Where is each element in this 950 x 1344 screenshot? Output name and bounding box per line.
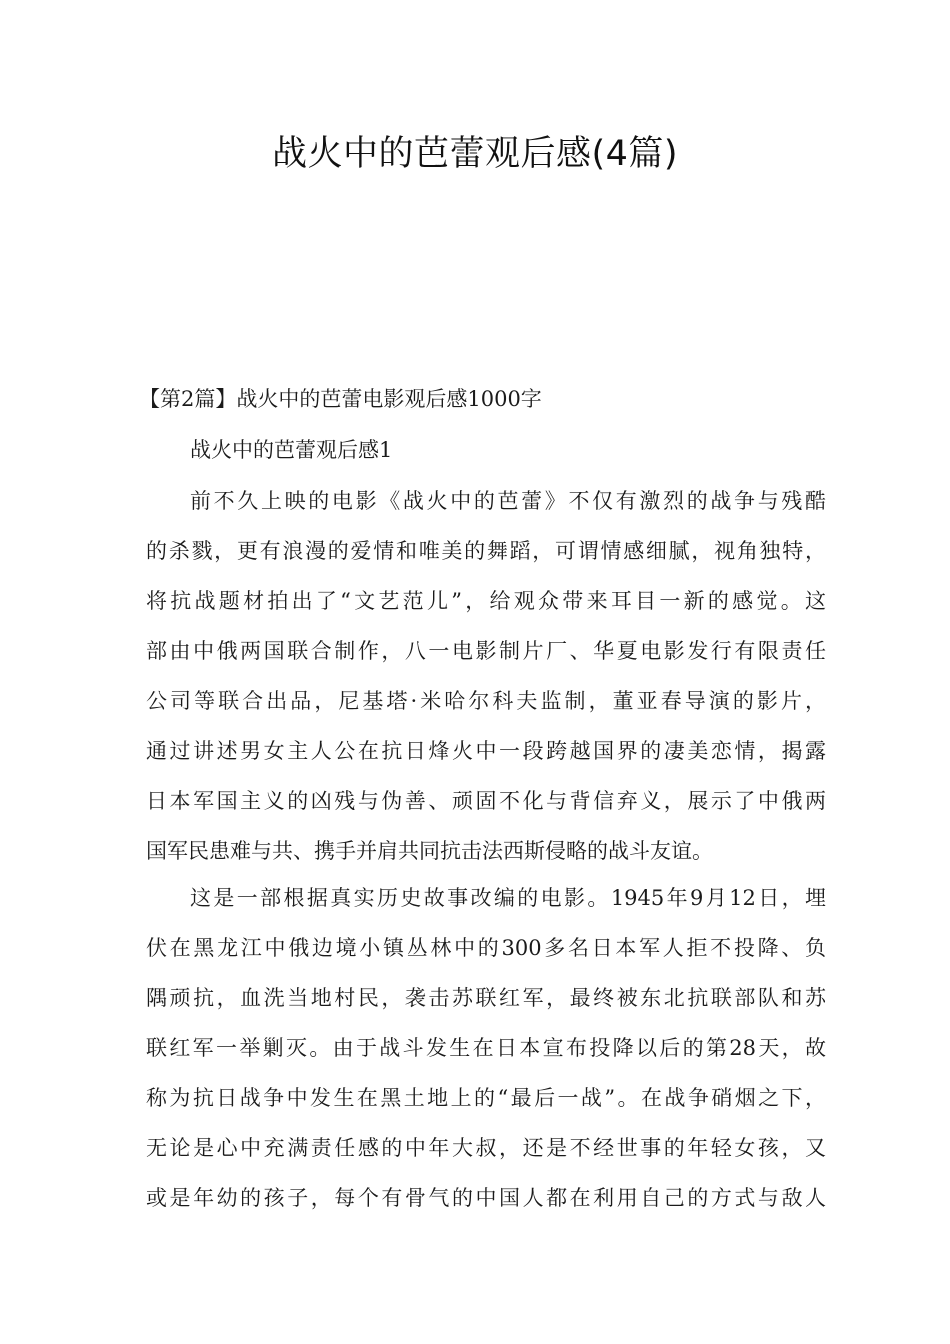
section-heading: 【第2篇】战火中的芭蕾电影观后感1000字 bbox=[139, 387, 542, 411]
paragraph-line: 这是一部根据真实历史故事改编的电影。1945年9月12日，埋 bbox=[190, 886, 826, 910]
paragraph-line: 或是年幼的孩子，每个有骨气的中国人都在利用自己的方式与敌人 bbox=[146, 1186, 826, 1210]
paragraph-line: 日本军国主义的凶残与伪善、顽固不化与背信弃义，展示了中俄两 bbox=[146, 789, 826, 813]
paragraph-line: 联红军一举剿灭。由于战斗发生在日本宣布投降以后的第28天，故 bbox=[146, 1036, 826, 1060]
paragraph-line: 通过讲述男女主人公在抗日烽火中一段跨越国界的凄美恋情，揭露 bbox=[146, 739, 826, 763]
paragraph-line: 无论是心中充满责任感的中年大叔，还是不经世事的年轻女孩，又 bbox=[146, 1136, 826, 1160]
document-title: 战火中的芭蕾观后感(4篇) bbox=[271, 134, 679, 174]
paragraph-line: 称为抗日战争中发生在黑土地上的“最后一战”。在战争硝烟之下， bbox=[146, 1086, 826, 1110]
paragraph-line: 公司等联合出品，尼基塔·米哈尔科夫监制，董亚春导演的影片， bbox=[146, 689, 826, 713]
sub-heading: 战火中的芭蕾观后感1 bbox=[190, 438, 393, 462]
paragraph-2 bbox=[146, 873, 826, 1223]
paragraph-line: 部由中俄两国联合制作，八一电影制片厂、华夏电影发行有限责任 bbox=[146, 639, 826, 663]
paragraph-line: 的杀戮，更有浪漫的爱情和唯美的舞蹈，可谓情感细腻，视角独特， bbox=[146, 539, 826, 563]
paragraph-line: 伏在黑龙江中俄边境小镇丛林中的300多名日本军人拒不投降、负 bbox=[146, 936, 826, 960]
paragraph-line: 将抗战题材拍出了“文艺范儿”，给观众带来耳目一新的感觉。这 bbox=[146, 589, 826, 613]
paragraph-line: 国军民患难与共、携手并肩共同抗击法西斯侵略的战斗友谊。 bbox=[146, 839, 713, 863]
paragraph-line: 隅顽抗，血洗当地村民，袭击苏联红军，最终被东北抗联部队和苏 bbox=[146, 986, 826, 1010]
paragraph-1 bbox=[146, 476, 826, 876]
paragraph-line: 前不久上映的电影《战火中的芭蕾》不仅有激烈的战争与残酷 bbox=[190, 489, 826, 513]
